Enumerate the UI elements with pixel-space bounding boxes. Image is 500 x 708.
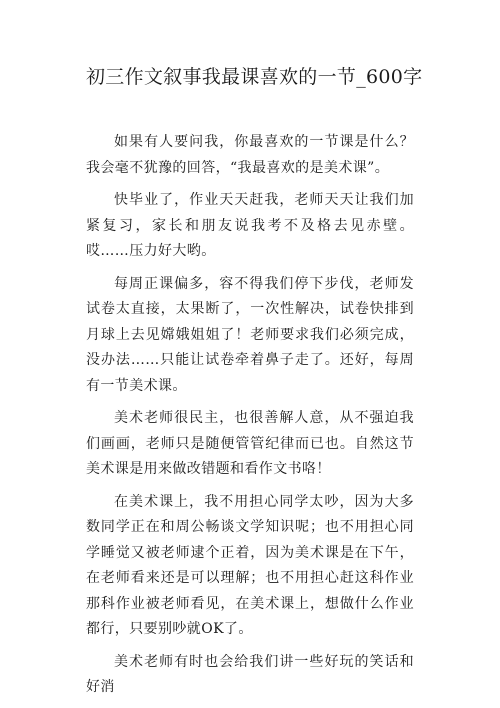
document-body xyxy=(86,130,414,701)
paragraph-1: 如果有人要问我，你最喜欢的一节课是什么？我会毫不犹豫的回答，“我最喜欢的是美术课”。 xyxy=(86,134,414,176)
paragraph-5: 在美术课上，我不用担心同学太吵，因为大多数同学正在和周公畅谈文学知识呢；也不用担心同学睡觉又被老师逮个正着，因为美术课是在下午，在老师看来还是可以理解；也不用担心赶这科作业那科作业被老师看见，在美术课上，想做什么作业都行，只要别吵就OK了。 xyxy=(86,493,414,637)
paragraph-3: 每周正课偏多，容不得我们停下步伐，老师发试卷太直接，太果断了，一次性解决，试卷快排到月球上去见嫦娥姐姐了！老师要求我们必须完成，没办法……只能让试卷牵着鼻子走了。还好，每周有一节美术课。 xyxy=(86,275,414,394)
paragraph-6: 美术老师有时也会给我们讲一些好玩的笑话和好消 xyxy=(86,653,414,695)
document-title: 初三作文叙事我最课喜欢的一节_600字 xyxy=(86,66,423,88)
paragraph-2: 快毕业了，作业天天赶我，老师天天让我们加紧复习，家长和朋友说我考不及格去见赤壁。哎……压力好大哟。 xyxy=(86,192,414,259)
paragraph-4: 美术老师很民主，也很善解人意，从不强迫我们画画，老师只是随便管管纪律而已也。自然这节美术课是用来做改错题和看作文书咯！ xyxy=(86,410,414,477)
